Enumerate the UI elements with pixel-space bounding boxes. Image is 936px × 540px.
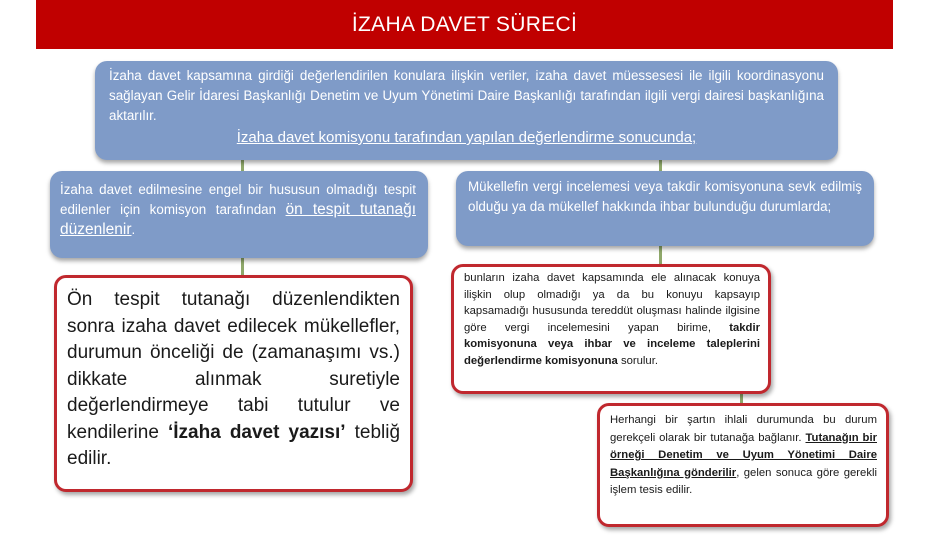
bottom-right-box	[597, 403, 889, 527]
bottom-left-text: Ön tespit tutanağı düzenlendikten sonra izaha davet edilecek mükellefler, durumun önceliği de (zamanaşımı vs.) dikkate alınmak suretiyle değerlendirmeye tabi tutulur ve kendilerine	[67, 289, 400, 443]
page-title: İZAHA DAVET SÜRECİ	[36, 0, 893, 49]
top-info-subtitle: İzaha davet komisyonu tarafından yapılan değerlendirme sonucunda;	[236, 129, 697, 146]
right-branch-box	[456, 171, 874, 246]
left-branch-text: İzaha davet edilmesine engel bir hususun olmadığı tespit edilenler için komisyon tarafından	[60, 182, 416, 217]
right-branch-text: Mükellefin vergi incelemesi veya takdir komisyonuna sevk edilmiş olduğu ya da mükellef hakkında ihbar bulunduğu durumlarda;	[468, 179, 862, 214]
bottom-left-bold: ‘İzaha davet yazısı’	[167, 421, 346, 443]
left-branch-end: .	[131, 222, 136, 237]
middle-end: sorulur.	[617, 354, 658, 367]
bottom-right-end: , gelen sonuca göre gerekli işlem tesis edilir.	[610, 466, 877, 496]
bottom-left-end: tebliğ edilir.	[67, 421, 401, 469]
top-info-text: İzaha davet kapsamına girdiği değerlendirilen konulara ilişkin veriler, izaha davet müessesesi ile ilgili koordinasyonu sağlayan Gelir İdaresi Başkanlığı Denetim ve Uyum Yönetimi Daire Başkanlığı tarafından ilgili vergi dairesi başkanlığına aktarılır.	[109, 68, 824, 123]
top-info-box	[95, 61, 838, 160]
bottom-right-text: Herhangi bir şartın ihlali durumunda bu durum gerekçeli olarak bir tutanağa bağlanır.	[610, 414, 877, 444]
bottom-left-box	[54, 275, 413, 492]
connector-right-down	[659, 244, 662, 266]
middle-box	[451, 264, 771, 394]
left-branch-box	[50, 171, 428, 258]
left-branch-underlined: ön tespit tutanağı düzenlenir	[60, 201, 416, 238]
middle-bold: takdir komisyonuna veya ihbar ve inceleme taleplerini değerlendirme komisyonuna	[464, 321, 760, 367]
bottom-right-underlined: Tutanağın bir örneği Denetim ve Uyum Yönetimi Daire Başkanlığına gönderilir	[610, 431, 877, 479]
connector-left-down	[241, 256, 244, 277]
middle-text: bunların izaha davet kapsamında ele alınacak konuya ilişkin olup olmadığı ya da bu konuyu kapsayıp kapsamadığı hususunda tereddüt oluşması halinde ilgisine göre vergi incelemesini yapan birime,	[464, 272, 760, 334]
